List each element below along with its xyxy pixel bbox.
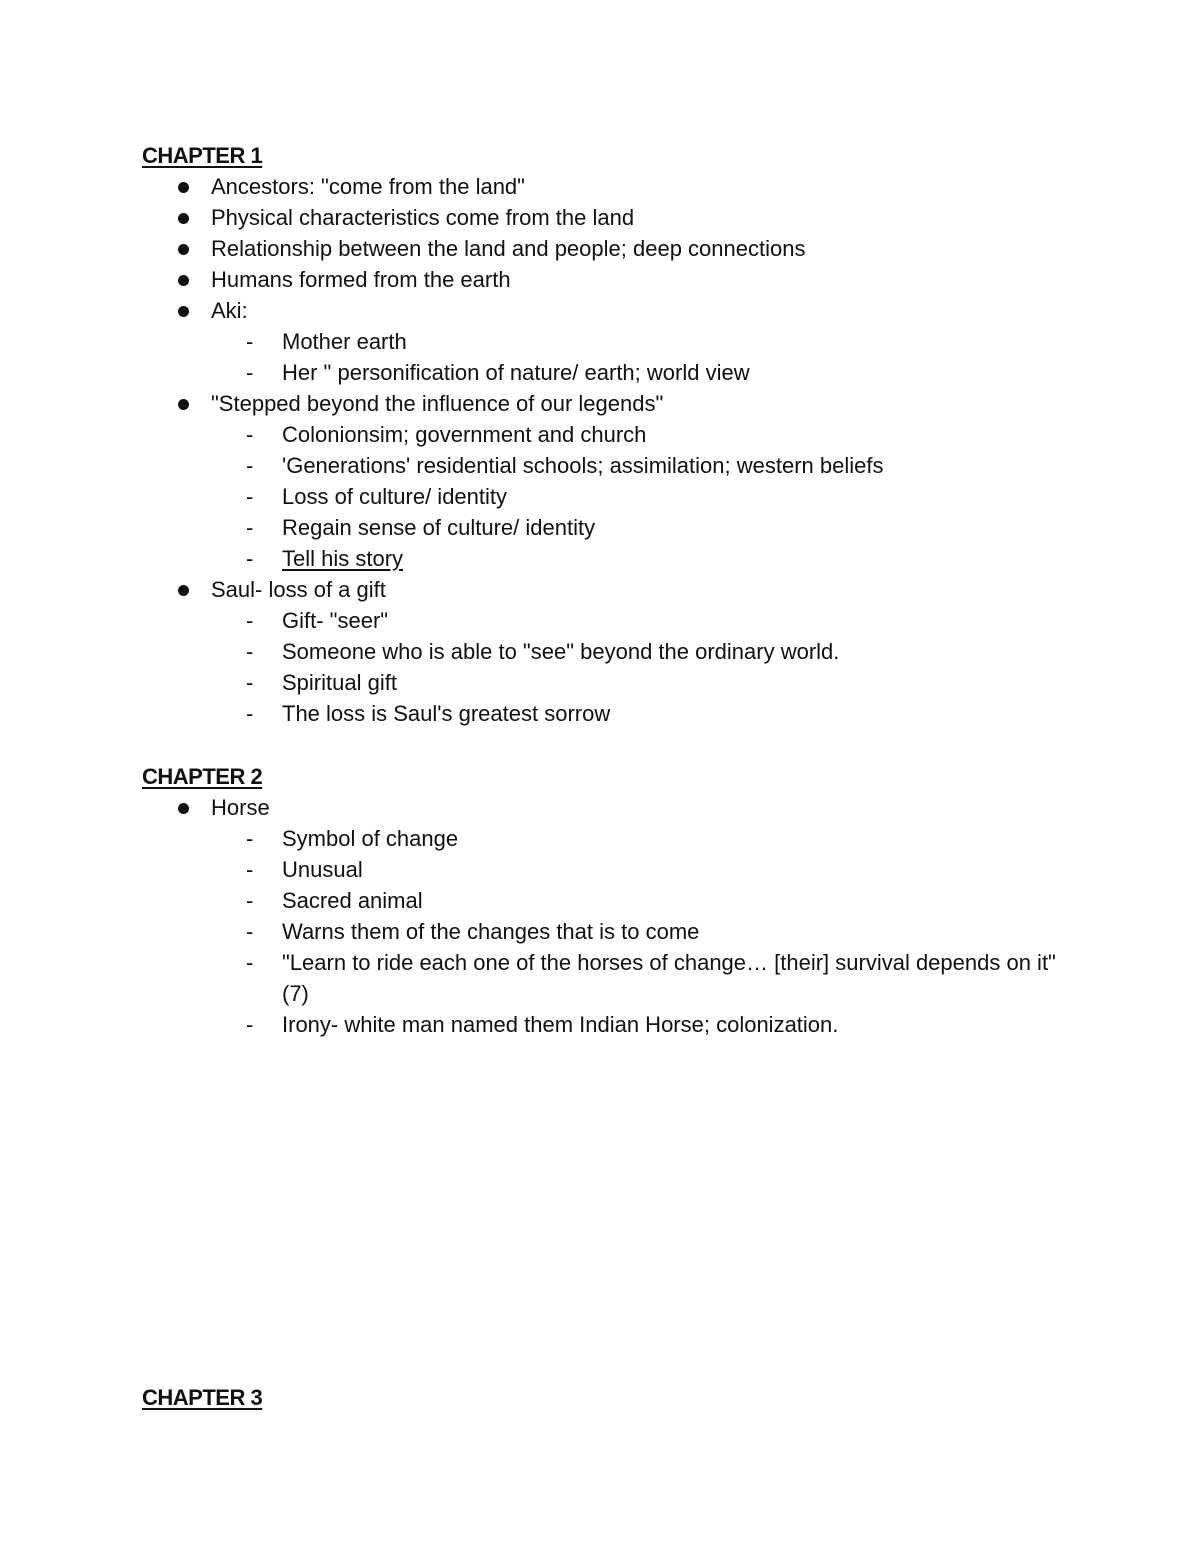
chapter-2-heading: CHAPTER 2 [142, 764, 263, 789]
list-item-text: Humans formed from the earth [211, 267, 511, 292]
list-item [0, 574, 1200, 605]
list-item [0, 295, 1200, 326]
sub-list-item [0, 916, 1200, 947]
sub-list-item [0, 512, 1200, 543]
sub-list-item [0, 698, 1200, 729]
list-item [0, 388, 1200, 419]
sub-list-item-text: Gift- "seer" [282, 608, 389, 633]
list-item-text: Relationship between the land and people; deep connections [211, 236, 806, 261]
sub-list-item-text: Her " personification of nature/ earth; world view [282, 360, 750, 385]
sub-list-item-text: Someone who is able to "see" beyond the ordinary world. [282, 639, 840, 664]
list-item-text: Horse [211, 795, 270, 820]
bullet-icon [178, 399, 189, 410]
bullet-icon [178, 244, 189, 255]
dash-icon: - [246, 857, 254, 882]
dash-icon: - [246, 670, 254, 695]
dash-icon: - [246, 919, 254, 944]
list-item-text: Ancestors: "come from the land" [211, 174, 525, 199]
dash-icon: - [246, 515, 254, 540]
sub-list-item-text: The loss is Saul's greatest sorrow [282, 701, 611, 726]
list-item-text: Saul- loss of a gift [211, 577, 386, 602]
sub-list-item-text: Loss of culture/ identity [282, 484, 508, 509]
sub-list-item [0, 326, 1200, 357]
sub-list-item-text: Symbol of change [282, 826, 459, 851]
sub-list-item [0, 357, 1200, 388]
sub-list-item-text: Mother earth [282, 329, 407, 354]
sub-list-item-text: Tell his story [282, 546, 404, 571]
sub-list-item [0, 543, 1200, 574]
dash-icon: - [246, 484, 254, 509]
sub-list-item [0, 885, 1200, 916]
sub-list-item-text: Irony- white man named them Indian Horse; colonization. [282, 1012, 839, 1037]
bullet-icon [178, 182, 189, 193]
sub-list-item [0, 419, 1200, 450]
bullet-icon [178, 213, 189, 224]
chapter-3-heading: CHAPTER 3 [142, 1385, 263, 1410]
sub-list-item-text: Regain sense of culture/ identity [282, 515, 596, 540]
bullet-icon [178, 306, 189, 317]
chapter-1-notes [0, 171, 1200, 729]
dash-icon: - [246, 950, 254, 975]
sub-list-item-text: 'Generations' residential schools; assimilation; western beliefs [282, 453, 884, 478]
chapter-2-notes [0, 792, 1200, 1040]
dash-icon: - [246, 888, 254, 913]
dash-icon: - [246, 453, 254, 478]
dash-icon: - [246, 329, 254, 354]
dash-icon: - [246, 701, 254, 726]
bullet-icon [178, 585, 189, 596]
list-item [0, 233, 1200, 264]
sub-list-item [0, 854, 1200, 885]
sub-list-item-text: Spiritual gift [282, 670, 397, 695]
sub-list-item [0, 667, 1200, 698]
dash-icon: - [246, 546, 254, 571]
sub-list-item-text: Unusual [282, 857, 363, 882]
dash-icon: - [246, 360, 254, 385]
list-item-text: "Stepped beyond the influence of our legends" [211, 391, 664, 416]
sub-list-item [0, 636, 1200, 667]
list-item [0, 792, 1200, 823]
sub-list-item [0, 947, 1200, 1009]
sub-list-item-text: "Learn to ride each one of the horses of change… [their] survival depends on it" (7) [282, 950, 1056, 1006]
list-item [0, 264, 1200, 295]
list-item [0, 202, 1200, 233]
dash-icon: - [246, 422, 254, 447]
list-item-text: Aki: [211, 298, 248, 323]
sub-list-item-text: Sacred animal [282, 888, 423, 913]
sub-list-item [0, 1009, 1200, 1040]
sub-list-item [0, 823, 1200, 854]
chapter-1-heading: CHAPTER 1 [142, 143, 263, 168]
list-item [0, 171, 1200, 202]
sub-list-item-text: Warns them of the changes that is to come [282, 919, 700, 944]
sub-list-item-text: Colonionsim; government and church [282, 422, 647, 447]
dash-icon: - [246, 826, 254, 851]
dash-icon: - [246, 608, 254, 633]
bullet-icon [178, 275, 189, 286]
list-item-text: Physical characteristics come from the land [211, 205, 635, 230]
dash-icon: - [246, 639, 254, 664]
sub-list-item [0, 450, 1200, 481]
bullet-icon [178, 803, 189, 814]
sub-list-item [0, 605, 1200, 636]
sub-list-item [0, 481, 1200, 512]
dash-icon: - [246, 1012, 254, 1037]
